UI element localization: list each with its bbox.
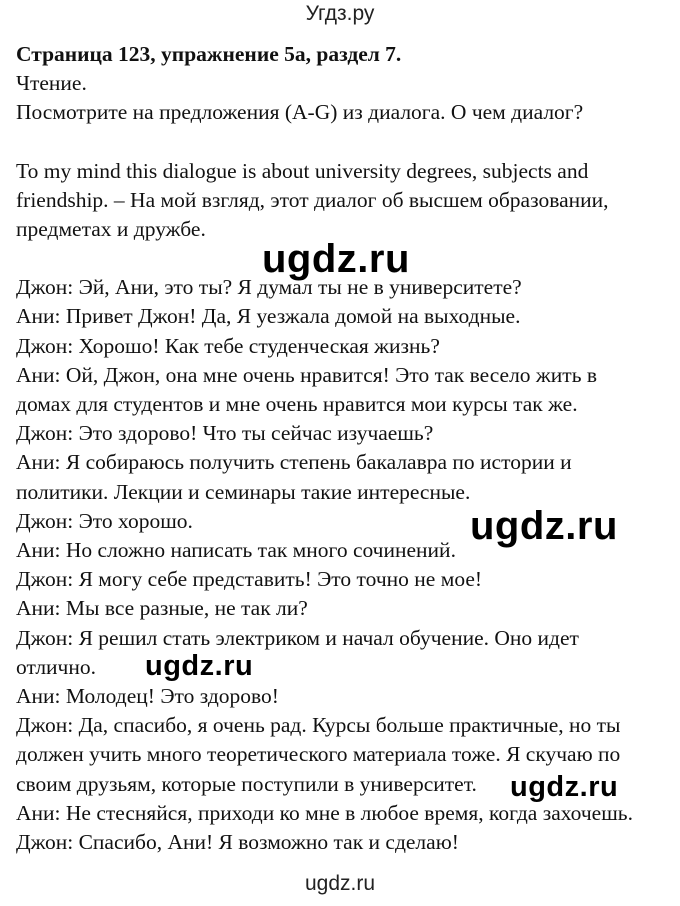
dialogue-line: Джон: Я решил стать электриком и начал обучение. Оно идет xyxy=(16,625,579,650)
spacer xyxy=(16,128,666,157)
site-header: Угдз.ру xyxy=(305,2,375,25)
dialogue-line: Ани: Мы все разные, не так ли? xyxy=(16,596,308,621)
dialogue-line: Ани: Молодец! Это здорово! xyxy=(16,684,279,709)
dialogue-line: Джон: Это здорово! Что ты сейчас изучаешь? xyxy=(16,421,434,446)
dialogue-line: Джон: Да, спасибо, я очень рад. Курсы больше практичные, но ты xyxy=(16,713,621,738)
dialogue-line: Джон: Спасибо, Ани! Я возможно так и сделаю! xyxy=(16,830,459,855)
task-text: Посмотрите на предложения (A-G) из диалога. О чем диалог? xyxy=(16,100,584,125)
dialogue-line: отлично. xyxy=(16,654,97,679)
watermark: ugdz.ru xyxy=(470,504,618,548)
answer-line: To my mind this dialogue is about university degrees, subjects and xyxy=(16,158,589,183)
dialogue-line: должен учить много теоретического материала тоже. Я скучаю по xyxy=(16,742,621,767)
dialogue-line: Джон: Хорошо! Как тебе студенческая жизнь? xyxy=(16,333,440,358)
dialogue xyxy=(16,273,666,857)
watermark: ugdz.ru xyxy=(262,237,410,281)
dialogue-line: Ани: Не стесняйся, приходи ко мне в любое время, когда захочешь. xyxy=(16,800,633,825)
site-footer: ugdz.ru xyxy=(304,872,376,895)
dialogue-line: домах для студентов и мне очень нравится мои курсы так же. xyxy=(16,392,578,417)
exercise-title: Страница 123, упражнение 5а, раздел 7. xyxy=(16,42,402,66)
dialogue-line: Джон: Я могу себе представить! Это точно не мое! xyxy=(16,567,483,592)
answer-line: предметах и дружбе. xyxy=(16,217,206,242)
dialogue-line: Джон: Эй, Ани, это ты? Я думал ты не в университете? xyxy=(16,275,522,300)
dialogue-line: Ани: Ой, Джон, она мне очень нравится! Это так весело жить в xyxy=(16,362,598,387)
watermark: ugdz.ru xyxy=(510,771,619,803)
dialogue-line: Ани: Привет Джон! Да, Я уезжала домой на выходные. xyxy=(16,304,521,329)
dialogue-line: своим друзьям, которые поступили в университет. xyxy=(16,771,477,796)
watermark: ugdz.ru xyxy=(145,650,254,682)
document-body xyxy=(16,40,666,857)
answer-line: friendship. – На мой взгляд, этот диалог об высшем образовании, xyxy=(16,187,609,212)
dialogue-line: Ани: Но сложно написать так много сочинений. xyxy=(16,538,456,563)
dialogue-line: политики. Лекции и семинары такие интересные. xyxy=(16,479,471,504)
section-label: Чтение. xyxy=(16,71,87,96)
dialogue-line: Джон: Это хорошо. xyxy=(16,508,193,533)
dialogue-line: Ани: Я собираюсь получить степень бакалавра по истории и xyxy=(16,450,572,475)
